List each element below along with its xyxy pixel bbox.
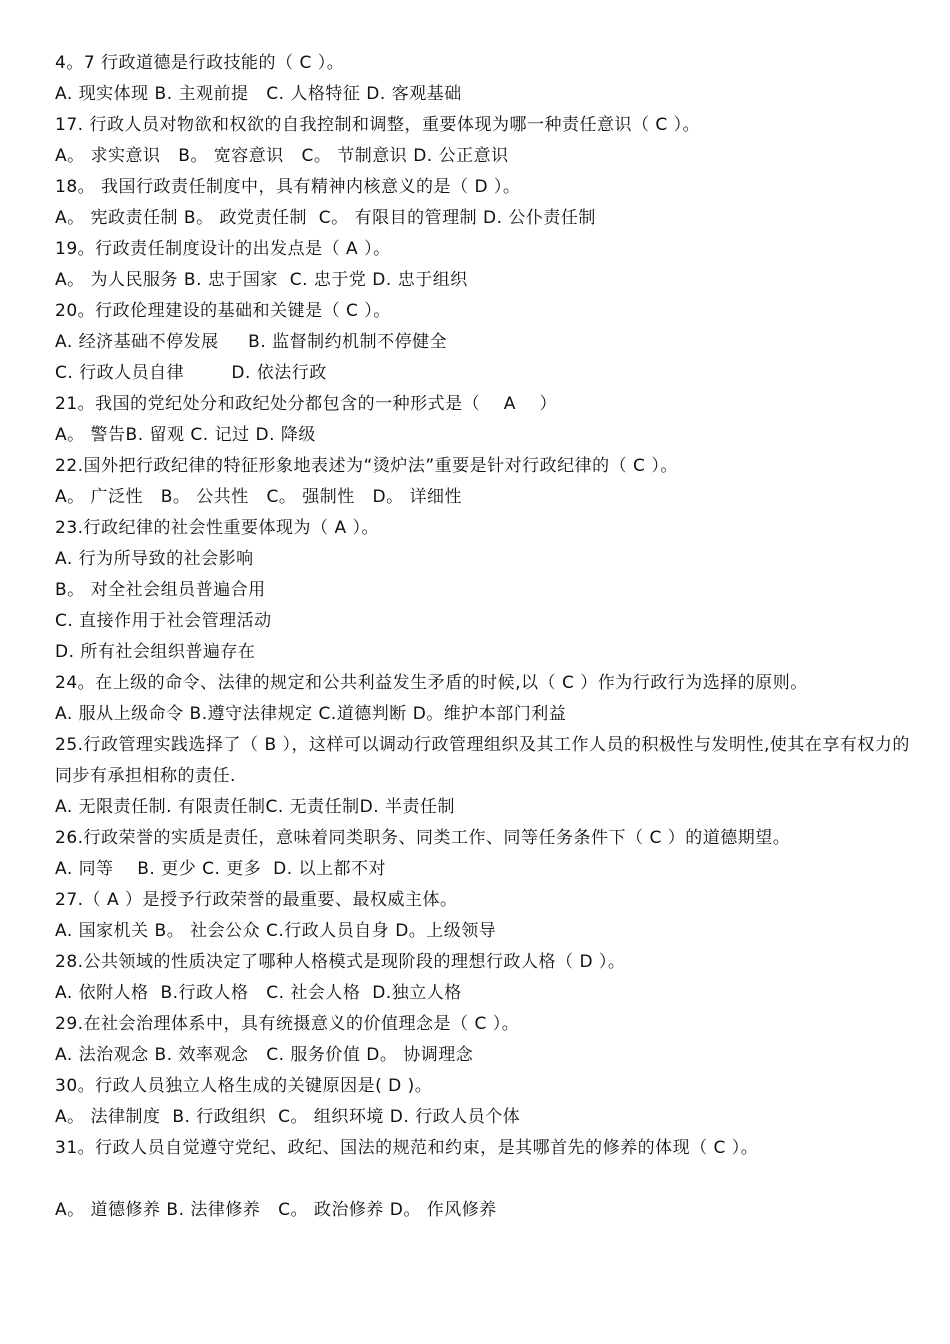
text-line: 23.行政纪律的社会性重要体现为（ A ）。 — [55, 518, 379, 538]
text-line: A。 宪政责任制 B。 政党责任制 C。 有限目的管理制 D. 公仆责任制 — [55, 208, 596, 228]
text-line: 20。行政伦理建设的基础和关键是（ C ）。 — [55, 301, 391, 321]
text-line: A. 服从上级命令 B.遵守法律规定 C.道德判断 D。维护本部门利益 — [55, 704, 567, 724]
text-line: A。 求实意识 B。 宽容意识 C。 节制意识 D. 公正意识 — [55, 146, 509, 166]
text-line: A。 道德修养 B. 法律修养 C。 政治修养 D。 作风修养 — [55, 1200, 497, 1220]
text-line: 31。行政人员自觉遵守党纪、政纪、国法的规范和约束，是其哪首先的修养的体现（ C ）。 — [55, 1138, 759, 1158]
text-line: 24。在上级的命令、法律的规定和公共利益发生矛盾的时候,以（ C ）作为行政行为选择的原则。 — [55, 673, 808, 693]
text-line: A. 同等 B. 更少 C. 更多 D. 以上都不对 — [55, 859, 387, 879]
text-line: 30。行政人员独立人格生成的关键原因是( D )。 — [55, 1076, 433, 1096]
text-line: A。 警告B. 留观 C. 记过 D. 降级 — [55, 425, 316, 445]
text-line: A. 行为所导致的社会影响 — [55, 549, 254, 569]
text-line: 22.国外把行政纪律的特征形象地表述为“烫炉法”重要是针对行政纪律的（ C ）。 — [55, 456, 678, 476]
text-line: D. 所有社会组织普遍存在 — [55, 642, 256, 662]
text-line: 26.行政荣誉的实质是责任，意味着同类职务、同类工作、同等任务条件下（ C ）的道德期望。 — [55, 828, 791, 848]
text-line: C. 行政人员自律 D. 依法行政 — [55, 363, 327, 383]
text-line: 18。 我国行政责任制度中，具有精神内核意义的是（ D ）。 — [55, 177, 521, 197]
text-line: C. 直接作用于社会管理活动 — [55, 611, 272, 631]
text-line: A. 现实体现 B. 主观前提 C. 人格特征 D. 客观基础 — [55, 84, 462, 104]
text-line: 25.行政管理实践选择了（ B ），这样可以调动行政管理组织及其工作人员的积极性与发明性,使其在享有权力的同步有承担相称的责任. — [55, 735, 910, 786]
text-line: 19。行政责任制度设计的出发点是（ A ）。 — [55, 239, 391, 259]
text-line: A. 国家机关 B。 社会公众 C.行政人员自身 D。上级领导 — [55, 921, 497, 941]
text-line: 27.（ A ）是授予行政荣誉的最重要、最权威主体。 — [55, 890, 458, 910]
text-line: A. 依附人格 B.行政人格 C. 社会人格 D.独立人格 — [55, 983, 462, 1003]
text-line: A. 无限责任制. 有限责任制C. 无责任制D. 半责任制 — [55, 797, 456, 817]
text-line: A。 广泛性 B。 公共性 C。 强制性 D。 详细性 — [55, 487, 463, 507]
text-line: B。 对全社会组员普遍合用 — [55, 580, 266, 600]
document-page — [55, 48, 915, 1226]
text-line: A。 法律制度 B. 行政组织 C。 组织环境 D. 行政人员个体 — [55, 1107, 521, 1127]
text-line: 29.在社会治理体系中，具有统摄意义的价值理念是（ C ）。 — [55, 1014, 520, 1034]
text-line: A. 经济基础不停发展 B. 监督制约机制不停健全 — [55, 332, 448, 352]
text-line: 17. 行政人员对物欲和权欲的自我控制和调整，重要体现为哪一种责任意识（ C ）。 — [55, 115, 701, 135]
blank-line — [55, 1164, 915, 1195]
text-line: 28.公共领域的性质决定了哪种人格模式是现阶段的理想行政人格（ D ）。 — [55, 952, 626, 972]
text-line: A. 法治观念 B. 效率观念 C. 服务价值 D。 协调理念 — [55, 1045, 474, 1065]
text-line: A。 为人民服务 B. 忠于国家 C. 忠于党 D. 忠于组织 — [55, 270, 468, 290]
text-line: 21。我国的党纪处分和政纪处分都包含的一种形式是（ A ） — [55, 394, 557, 414]
text-line: 4。7 行政道德是行政技能的（ C ）。 — [55, 53, 345, 73]
